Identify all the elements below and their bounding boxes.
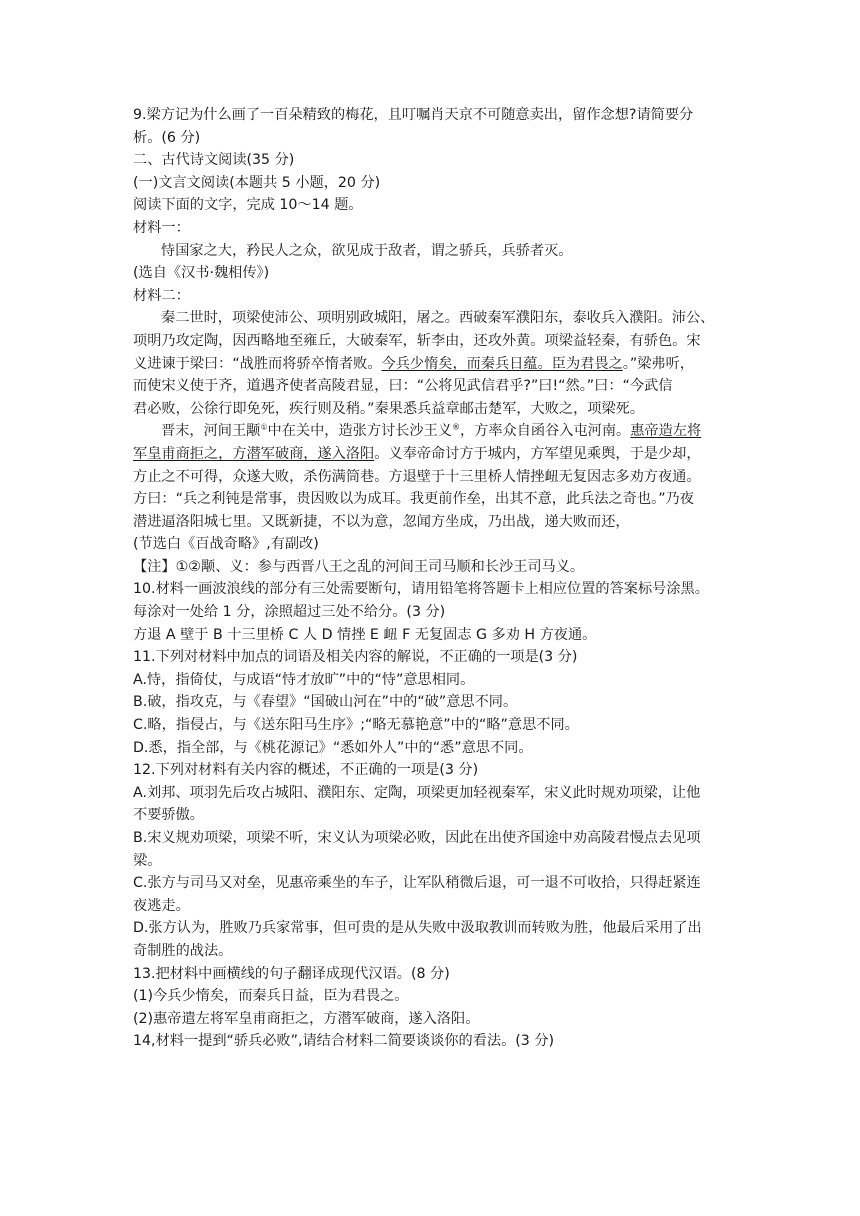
question-12-option-a-line-1: A.刘邦、项羽先后攻占城阳、濮阳东、定陶，项梁更加轻视秦军，宋义此时规劝项梁，让他	[133, 784, 701, 801]
question-9-line-1: 9.梁方记为什么画了一百朵精致的梅花，且叮嘱肖天京不可随意卖出，留作念想?请简要分	[133, 107, 694, 123]
passage-1-line-2: 项明乃攻定陶，因西略地至雍丘，大破秦军，斩李由，还攻外黄。项梁益轻秦，有骄色。宋	[133, 332, 701, 349]
question-10-line-1: 10.材料一画波浪线的部分有三处需要断句，请用铅笔将答题卡上相应位置的答案标号涂黑。	[133, 581, 709, 598]
passage-text: 中在关中，造张方讨长沙王义	[267, 423, 452, 440]
passage-text: ，方率众自函谷入屯河南。	[459, 423, 631, 440]
footnote-mark-1: ①	[260, 422, 268, 432]
passage-text: 。”梁弗听，	[622, 355, 694, 372]
passage-2-line-3: 方止之不可得，众遂大败，杀伤满筒巷。方退壁于十三里桥人情挫衄无复因志多劝方夜通。	[133, 468, 701, 485]
question-13-item-2: (2)惠帝遣左将军皇甫商拒之，方潜军破商，遂入洛阳。	[133, 1010, 480, 1027]
question-12-option-b-line-1: B.宋义规劝项梁，项梁不听，宋义认为项梁必败，因此在出使齐国途中劝高陵君慢点去见项	[133, 830, 701, 846]
question-12-option-c-line-2: 夜逃走。	[133, 897, 190, 914]
passage-2-line-5: 潜进逼洛阳城七里。又既新捷，不以为意，忽闻方坐成，乃出战，递大败而还，	[133, 513, 630, 530]
subsection-heading: (一)文言文阅读(本题共 5 小题，20 分)	[133, 174, 381, 191]
footnote-mark-2: ®	[451, 422, 460, 432]
question-11-option-b: B.破，指攻克，与《春望》“国破山河在”中的“破”意思不同。	[133, 694, 518, 711]
question-12-option-d-line-1: D.张方认为，胜败乃兵家常事，但可贵的是从失败中汲取教训而转败为胜，他最后采用了出	[133, 920, 702, 937]
question-10-options: 方退 A 壁于 B 十三里桥 C 人 D 情挫 E 衄 F 无复固志 G 多劝 H 方夜通。	[133, 626, 597, 643]
question-11-option-d: D.悉，指全部，与《桃花源记》“悉如外人”中的“悉”意思不同。	[133, 739, 533, 756]
passage-1-line-5: 君必败，公徐行即免死，疾行则及稍。”秦果悉兵益章邮击楚军，大败之，项梁死。	[133, 400, 645, 417]
section-heading: 二、古代诗文阅读(35 分)	[133, 152, 295, 169]
underlined-sentence-2-end: 军皇甫商拒之，方潜军破商，遂入洛阳	[133, 445, 375, 462]
question-11-option-c: C.略，指侵占，与《送东阳马生序》;“略无慕艳意”中的“略”意思不同。	[133, 717, 579, 734]
question-12-option-c-line-1: C.张方与司马又对垒，见惠帝乘坐的车子，让军队稍微后退，可一退不可收拾，只得赶紧连	[133, 875, 701, 892]
question-12-option-d-line-2: 奇制胜的战法。	[133, 942, 233, 959]
passage-2-line-4: 方曰：“兵之利钝是常事，贵因败以为成耳。我更前作垒，出其不意，此兵法之奇也。”乃夜	[133, 491, 694, 508]
question-14: 14,材料一提到“骄兵必败”,请结合材料二简要谈谈你的看法。(3 分)	[133, 1033, 555, 1050]
passage-1-line-1: 秦二世时，项梁使沛公、项明别政城阳，屠之。西破秦军濮阳东，泰收兵入濮阳。沛公、	[161, 310, 715, 327]
material-1-text: 恃国家之大，矜民人之众，欲见成于敌者，谓之骄兵，兵骄者灭。	[161, 242, 573, 259]
question-12-option-b-line-2: 梁。	[133, 852, 162, 869]
question-12-option-a-line-2: 不要骄傲。	[133, 807, 204, 824]
question-12: 12.下列对材料有关内容的概述，不正确的一项是(3 分)	[133, 762, 479, 779]
question-10-line-2: 每涂对一处给 1 分，涂照超过三处不给分。(3 分)	[133, 604, 446, 621]
material-1-label: 材料一：	[133, 219, 190, 236]
question-13-item-1: (1)今兵少惰矣，而秦兵日益，臣为君畏之。	[133, 988, 409, 1005]
text-column	[133, 104, 759, 1053]
material-2-label: 材料二：	[133, 287, 190, 304]
instructions: 阅读下面的文字，完成 10～14 题。	[133, 197, 363, 214]
question-9-line-2: 析。(6 分)	[133, 129, 201, 146]
passage-2-line-1	[133, 420, 759, 443]
question-13: 13.把材料中画横线的句子翻译成现代汉语。(8 分)	[133, 965, 450, 982]
footnote: 【注】①②颙、义：参与西晋八王之乱的河间王司马顺和长沙王司马义。	[133, 558, 585, 575]
passage-text: 晋末，河间王颙	[161, 423, 261, 440]
underlined-sentence-2-start: 惠帝造左将	[630, 423, 702, 440]
underlined-sentence-1: 今兵少惰矣，而秦兵日蕴。臣为君畏之	[381, 355, 623, 372]
passage-text: 义进谏于梁曰：“战胜而将骄卒惰者败。	[133, 355, 382, 372]
passage-text: 。义奉帝命讨方于城内，方军望见乘舆，于是少却，	[374, 445, 701, 462]
question-11: 11.下列对材料中加点的词语及相关内容的解说，不正确的一项是(3 分)	[133, 649, 578, 666]
passage-1-line-4: 而使宋义使于齐，道遇齐使者高陵君显，曰：“公将见武信君乎?”曰!“然。”曰：“今武信	[133, 378, 673, 395]
material-1-source: (选自《汉书·魏相传》)	[133, 265, 270, 282]
material-2-source: (节选白《百战奇略》,有副改)	[133, 536, 319, 553]
passage-1-line-3	[133, 353, 759, 376]
question-11-option-a: A.恃，指倚仗，与成语“恃才放旷”中的“恃”意思相同。	[133, 671, 475, 688]
passage-2-line-2	[133, 443, 759, 466]
